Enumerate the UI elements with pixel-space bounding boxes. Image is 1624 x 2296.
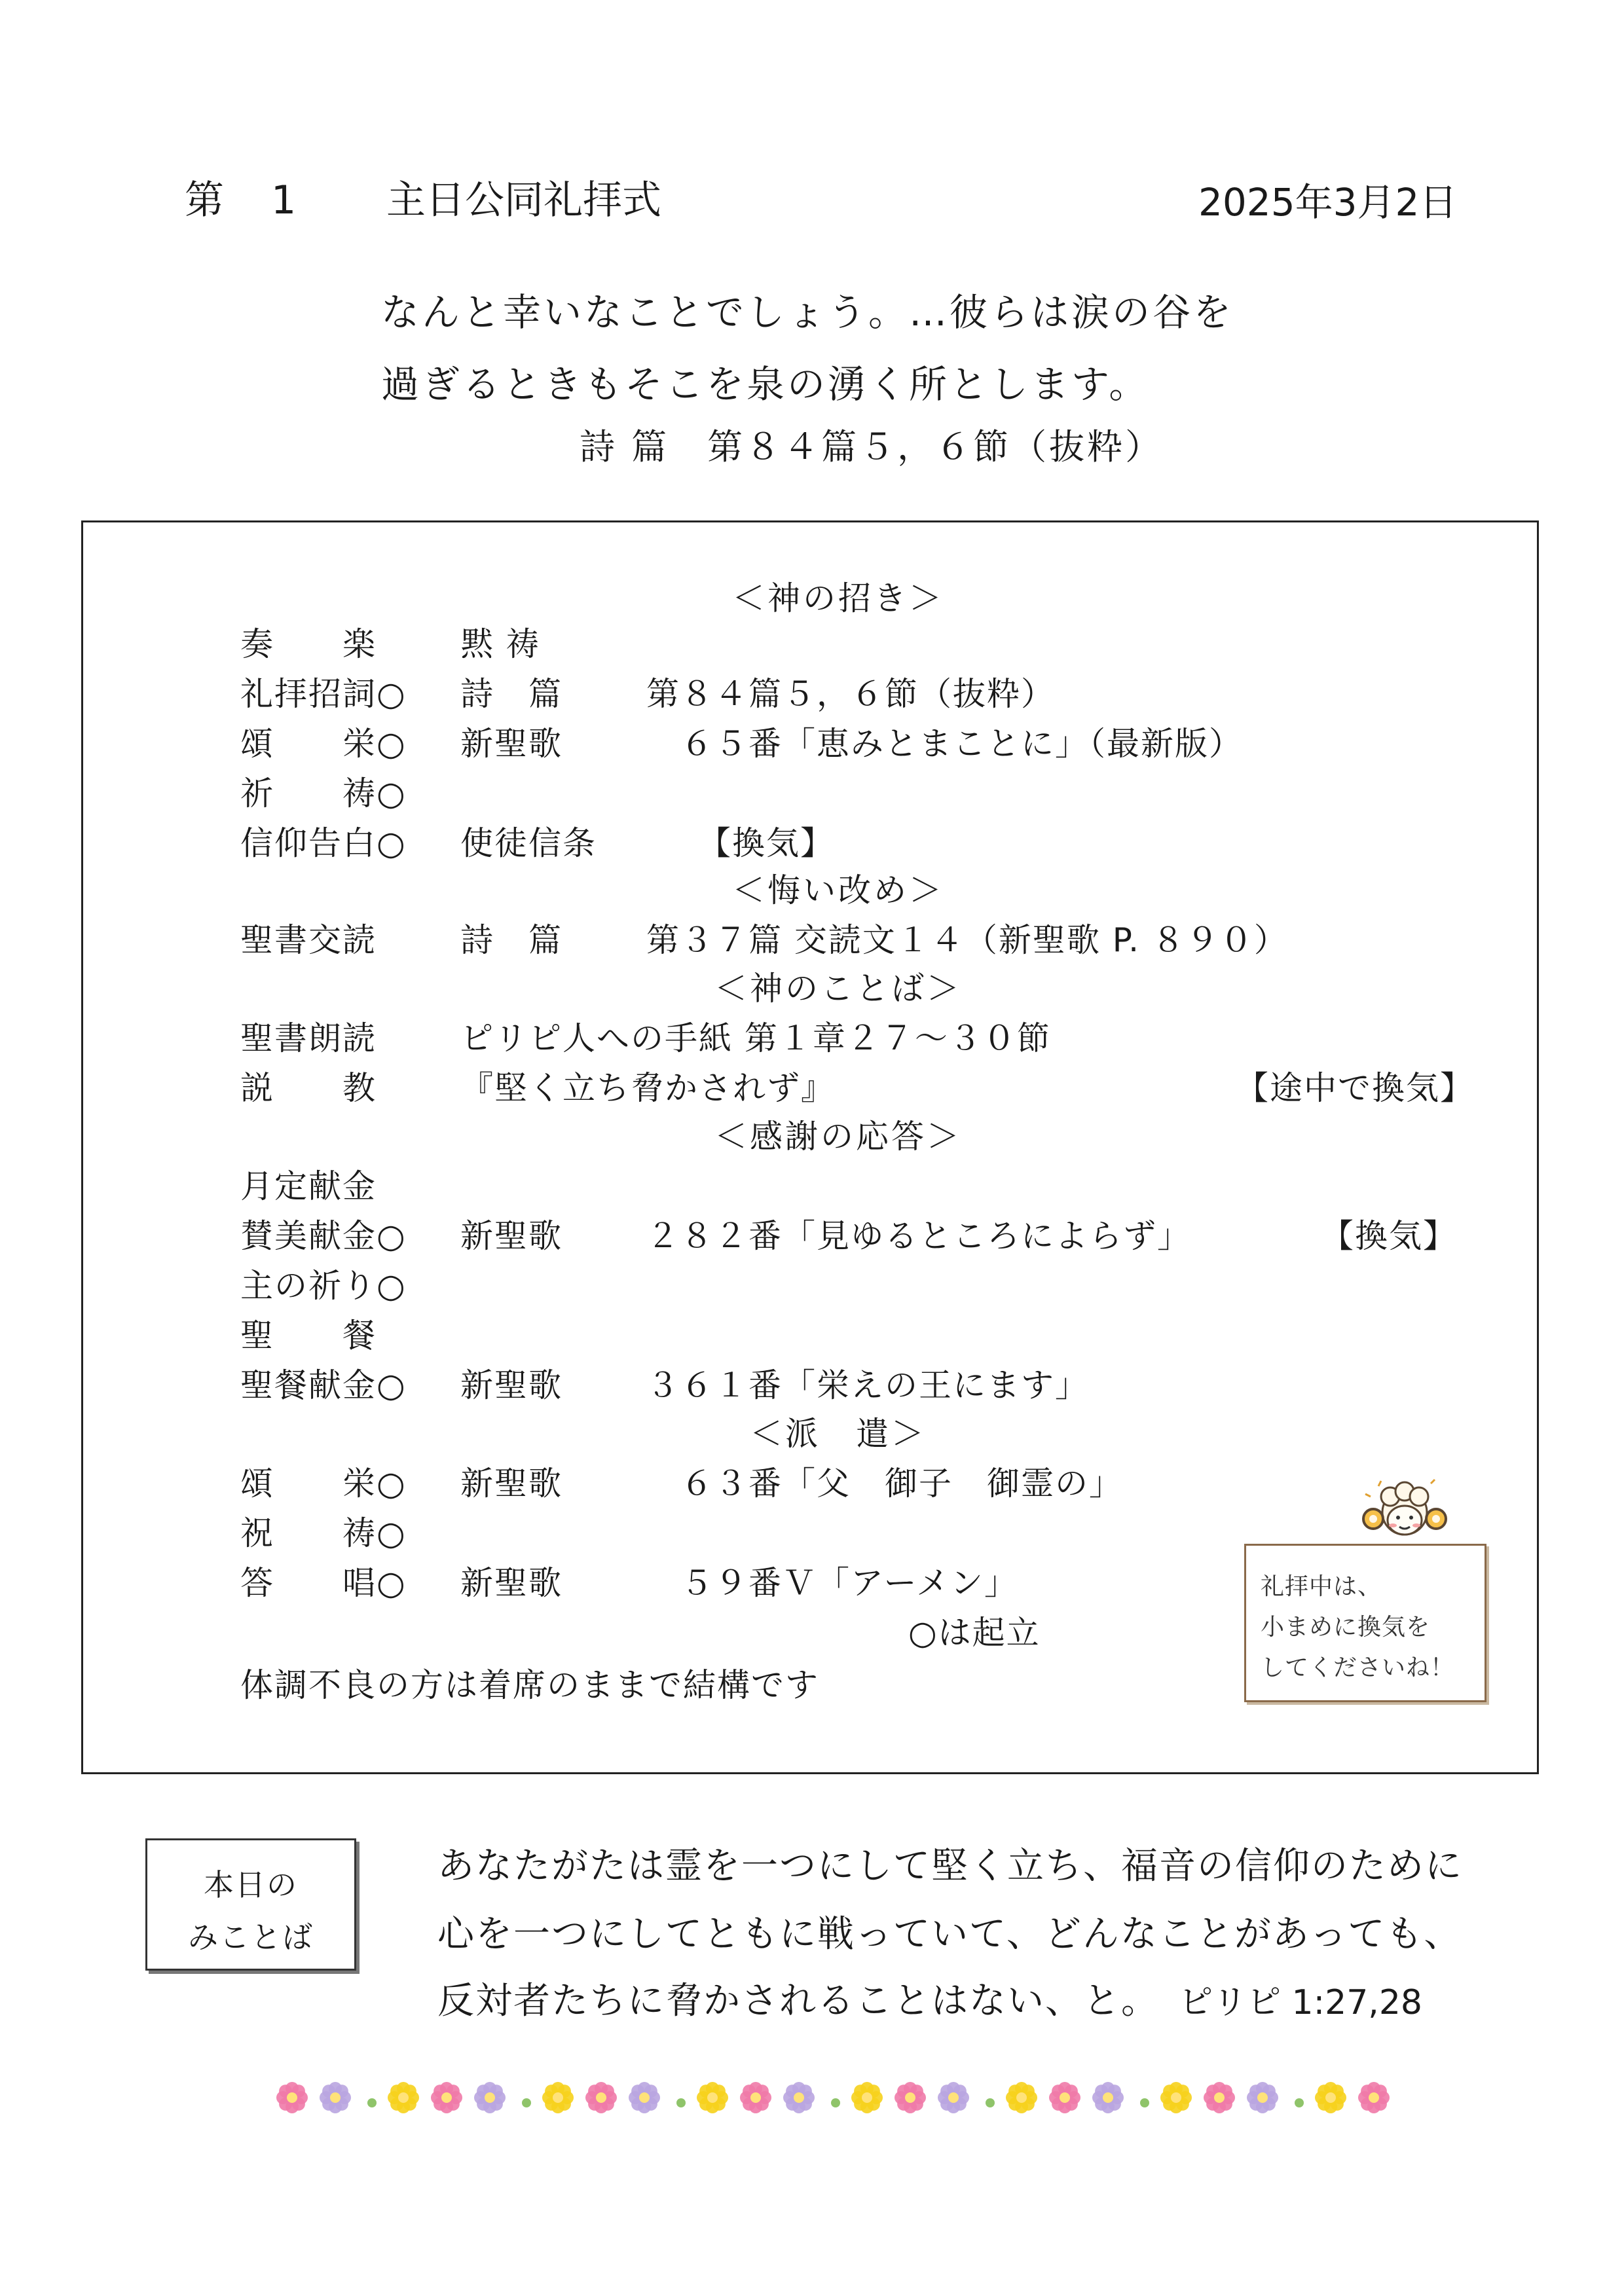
section-heading-sending: ＜派 遣＞	[750, 1415, 927, 1453]
program-detail: 新聖歌	[460, 1465, 563, 1503]
ventilation-note-line: 礼拝中は、	[1261, 1573, 1382, 1600]
flower-border-decoration	[268, 2075, 1414, 2121]
flower-icon	[629, 2082, 660, 2113]
ventilation-note-line: 小まめに換気を	[1261, 1614, 1431, 1641]
program-item: 頌 栄○	[240, 725, 407, 763]
opening-verse-line: なんと幸いなことでしょう。…彼らは涙の谷を	[381, 290, 1234, 335]
ventilation-note-card	[1244, 1544, 1486, 1702]
flower-icon	[938, 2082, 969, 2113]
todays-word-label	[145, 1838, 356, 1971]
standing-legend: ○は起立	[908, 1614, 1041, 1652]
todays-word-line: 反対者たちに脅かされることはない、と。	[437, 1980, 1159, 2022]
program-detail: 使徒信条	[460, 824, 597, 862]
health-note: 体調不良の方は着席のままで結構です	[240, 1666, 819, 1704]
flower-icon	[740, 2082, 771, 2113]
flower-icon	[1006, 2082, 1037, 2113]
program-item: 賛美献金○	[240, 1217, 407, 1255]
flower-icon	[783, 2082, 815, 2113]
program-item: 奏 楽	[240, 625, 377, 663]
flower-icon	[276, 2082, 308, 2113]
program-item: 信仰告白○	[240, 824, 407, 862]
flower-icon	[474, 2082, 506, 2113]
program-item: 主の祈り○	[240, 1267, 407, 1305]
program-detail: ピリピ人への手紙 第１章２７～３０節	[460, 1019, 1051, 1057]
todays-word-line: あなたがたは霊を一つにして堅く立ち、福音の信仰のために	[437, 1845, 1463, 1887]
leaf-dot-icon	[676, 2098, 686, 2107]
program-detail: 詩 篇	[460, 921, 563, 959]
program-detail: ５９番Ｖ「アーメン」	[646, 1564, 1018, 1602]
flower-icon	[1358, 2082, 1390, 2113]
program-detail: 新聖歌	[460, 725, 563, 763]
service-date: 2025年3月2日	[1198, 180, 1458, 225]
program-detail: ２８２番「見ゆるところによらず」	[646, 1217, 1191, 1255]
program-detail: 新聖歌	[460, 1217, 563, 1255]
section-heading-word: ＜神のことば＞	[714, 970, 962, 1008]
program-detail: ３６１番「栄えの王にます」	[646, 1366, 1089, 1404]
flower-icon	[851, 2082, 883, 2113]
section-heading-response: ＜感謝の応答＞	[714, 1118, 962, 1156]
leaf-dot-icon	[367, 2098, 377, 2107]
flower-icon	[320, 2082, 351, 2113]
flower-icon	[1092, 2082, 1124, 2113]
flower-icon	[542, 2082, 574, 2113]
program-item: 答 唱○	[240, 1564, 407, 1602]
leaf-dot-icon	[831, 2098, 840, 2107]
program-detail: ６５番「恵みとまことに」（最新版）	[646, 725, 1243, 763]
flower-icon	[895, 2082, 926, 2113]
section-heading-repentance: ＜悔い改め＞	[732, 871, 944, 909]
leaf-dot-icon	[1140, 2098, 1149, 2107]
program-item: 聖書交読	[240, 921, 377, 959]
flower-icon	[585, 2082, 617, 2113]
flower-icon	[1160, 2082, 1192, 2113]
opening-verse-line: 過ぎるときもそこを泉の湧く所とします。	[381, 362, 1150, 407]
todays-word-reference: ピリピ 1:27,28	[1179, 1983, 1422, 2022]
program-detail: 新聖歌	[460, 1564, 563, 1602]
flower-icon	[1049, 2082, 1080, 2113]
flower-icon	[388, 2082, 419, 2113]
flower-icon	[431, 2082, 462, 2113]
program-item: 聖 餐	[240, 1317, 377, 1355]
program-detail: 第３７篇 交読文１４（新聖歌 P. ８９０）	[646, 921, 1288, 959]
service-title: 主日公同礼拝式	[386, 177, 661, 223]
todays-word-line: 心を一つにしてともに戦っていて、どんなことがあっても、	[437, 1913, 1462, 1956]
ventilation-note-line: してくださいね！	[1261, 1654, 1455, 1681]
program-item: 頌 栄○	[240, 1465, 407, 1503]
program-item: 月定献金	[240, 1167, 377, 1205]
flower-icon	[1204, 2082, 1235, 2113]
program-detail: 黙 祷	[460, 625, 540, 663]
leaf-dot-icon	[986, 2098, 995, 2107]
program-item: 説 教	[240, 1069, 377, 1107]
program-note: 【換気】	[1321, 1217, 1457, 1255]
program-item: 祝 祷○	[240, 1514, 407, 1552]
service-number: 第 1	[185, 177, 301, 223]
program-note: 【途中で換気】	[1236, 1069, 1474, 1107]
program-item: 祈 祷○	[240, 774, 407, 812]
program-detail: 詩 篇	[460, 675, 563, 713]
flower-icon	[697, 2082, 728, 2113]
program-item: 礼拝招詞○	[240, 675, 407, 713]
flower-icon	[1315, 2082, 1346, 2113]
todays-word-label-line: 本日の	[204, 1867, 298, 1903]
section-heading-call: ＜神の招き＞	[732, 579, 944, 617]
sermon-title: 『堅く立ち脅かされず』	[460, 1069, 835, 1107]
program-detail: 新聖歌	[460, 1366, 563, 1404]
leaf-dot-icon	[1295, 2098, 1304, 2107]
program-item: 聖餐献金○	[240, 1366, 407, 1404]
flower-icon	[1247, 2082, 1278, 2113]
program-detail: 【換気】	[646, 824, 834, 862]
opening-verse-reference: 詩 篇 第８４篇５，６節（抜粋）	[580, 426, 1164, 467]
program-detail: 第８４篇５，６節（抜粋）	[646, 675, 1055, 713]
leaf-dot-icon	[522, 2098, 531, 2107]
program-item: 聖書朗読	[240, 1019, 377, 1057]
program-detail: ６３番「父 御子 御霊の」	[646, 1465, 1123, 1503]
todays-word-label-line: みことば	[188, 1920, 314, 1955]
